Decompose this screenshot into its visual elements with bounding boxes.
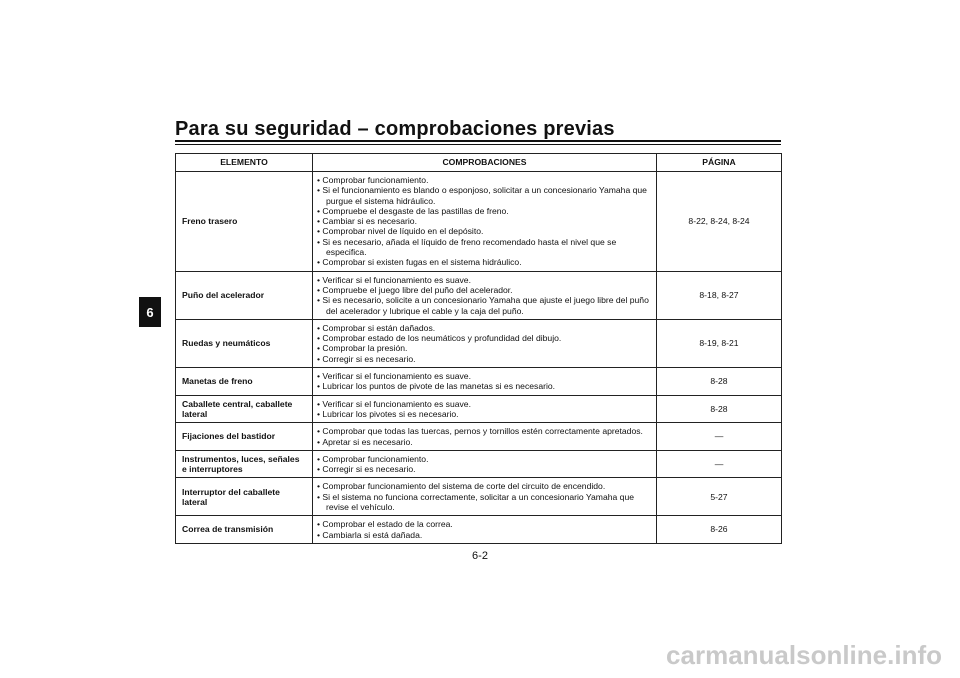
check-list <box>317 519 652 540</box>
check-list <box>317 175 652 268</box>
row-page-ref: 8-19, 8-21 <box>657 319 782 367</box>
watermark: carmanualsonline.info <box>666 640 942 670</box>
table-row <box>176 319 782 367</box>
row-page-ref: 8-26 <box>657 516 782 544</box>
check-item: • Si es necesario, solicite a un concesionario Yamaha que ajuste el juego libre del puño del acelerador y lubrique el cable y la caja del puño. <box>317 295 652 316</box>
check-item: • Comprobar funcionamiento. <box>317 454 652 464</box>
check-item: • Verificar si el funcionamiento es suave. <box>317 275 652 285</box>
check-item: • Si es necesario, añada el líquido de freno recomendado hasta el nivel que se especifica. <box>317 237 652 258</box>
table-body <box>176 172 782 544</box>
row-page-ref: 8-28 <box>657 368 782 396</box>
check-list <box>317 426 652 447</box>
column-header-element: ELEMENTO <box>176 154 313 172</box>
row-checks <box>313 395 657 423</box>
row-page-ref: 8-28 <box>657 395 782 423</box>
row-element-label: Interruptor del caballete lateral <box>176 478 313 516</box>
check-item: • Comprobar si existen fugas en el sistema hidráulico. <box>317 257 652 267</box>
table-row <box>176 516 782 544</box>
row-page-ref: — <box>657 450 782 478</box>
check-list <box>317 275 652 316</box>
check-item: • Cambiarla si está dañada. <box>317 530 652 540</box>
table-row <box>176 271 782 319</box>
check-item: • Comprobar estado de los neumáticos y profundidad del dibujo. <box>317 333 652 343</box>
check-item: • Cambiar si es necesario. <box>317 216 652 226</box>
check-list <box>317 371 652 392</box>
row-checks <box>313 368 657 396</box>
check-item: • Comprobar la presión. <box>317 343 652 353</box>
page-number: 6-2 <box>472 550 488 562</box>
check-list <box>317 481 652 512</box>
row-element-label: Freno trasero <box>176 172 313 272</box>
check-item: • Si el sistema no funciona correctamente, solicitar a un concesionario Yamaha que revise el vehículo. <box>317 492 652 513</box>
row-element-label: Correa de transmisión <box>176 516 313 544</box>
row-checks <box>313 516 657 544</box>
check-item: • Comprobar nivel de líquido en el depósito. <box>317 226 652 236</box>
row-checks <box>313 423 657 451</box>
table-header-row <box>176 154 782 172</box>
column-header-page: PÁGINA <box>657 154 782 172</box>
check-item: • Verificar si el funcionamiento es suave. <box>317 399 652 409</box>
page-title: Para su seguridad – comprobaciones previas <box>175 118 615 140</box>
check-list <box>317 399 652 420</box>
check-item: • Corregir si es necesario. <box>317 464 652 474</box>
chapter-tab: 6 <box>139 297 161 327</box>
table-row <box>176 423 782 451</box>
row-element-label: Manetas de freno <box>176 368 313 396</box>
table-row <box>176 450 782 478</box>
row-checks <box>313 172 657 272</box>
table-row <box>176 478 782 516</box>
checks-table <box>175 153 782 544</box>
check-item: • Comprobar funcionamiento del sistema de corte del circuito de encendido. <box>317 481 652 491</box>
row-element-label: Fijaciones del bastidor <box>176 423 313 451</box>
check-item: • Apretar si es necesario. <box>317 437 652 447</box>
check-item: • Compruebe el juego libre del puño del acelerador. <box>317 285 652 295</box>
check-item: • Corregir si es necesario. <box>317 354 652 364</box>
row-element-label: Puño del acelerador <box>176 271 313 319</box>
check-list <box>317 323 652 364</box>
row-checks <box>313 478 657 516</box>
title-rule-thick <box>175 140 781 142</box>
check-item: • Comprobar si están dañados. <box>317 323 652 333</box>
check-item: • Verificar si el funcionamiento es suave. <box>317 371 652 381</box>
check-item: • Comprobar que todas las tuercas, pernos y tornillos estén correctamente apretados. <box>317 426 652 436</box>
check-item: • Comprobar funcionamiento. <box>317 175 652 185</box>
check-item: • Lubricar los puntos de pivote de las manetas si es necesario. <box>317 381 652 391</box>
row-checks <box>313 319 657 367</box>
row-page-ref: 5-27 <box>657 478 782 516</box>
check-item: • Comprobar el estado de la correa. <box>317 519 652 529</box>
check-item: • Compruebe el desgaste de las pastillas de freno. <box>317 206 652 216</box>
check-list <box>317 454 652 475</box>
row-page-ref: — <box>657 423 782 451</box>
table-row <box>176 368 782 396</box>
row-element-label: Caballete central, caballete lateral <box>176 395 313 423</box>
column-header-checks: COMPROBACIONES <box>313 154 657 172</box>
row-element-label: Ruedas y neumáticos <box>176 319 313 367</box>
table-row <box>176 395 782 423</box>
table-row <box>176 172 782 272</box>
check-item: • Lubricar los pivotes si es necesario. <box>317 409 652 419</box>
row-checks <box>313 271 657 319</box>
row-page-ref: 8-22, 8-24, 8-24 <box>657 172 782 272</box>
check-item: • Si el funcionamiento es blando o esponjoso, solicitar a un concesionario Yamaha que purgue el sistema hidráulico. <box>317 185 652 206</box>
row-checks <box>313 450 657 478</box>
title-rule-thin <box>175 144 781 145</box>
row-element-label: Instrumentos, luces, señales e interruptores <box>176 450 313 478</box>
row-page-ref: 8-18, 8-27 <box>657 271 782 319</box>
